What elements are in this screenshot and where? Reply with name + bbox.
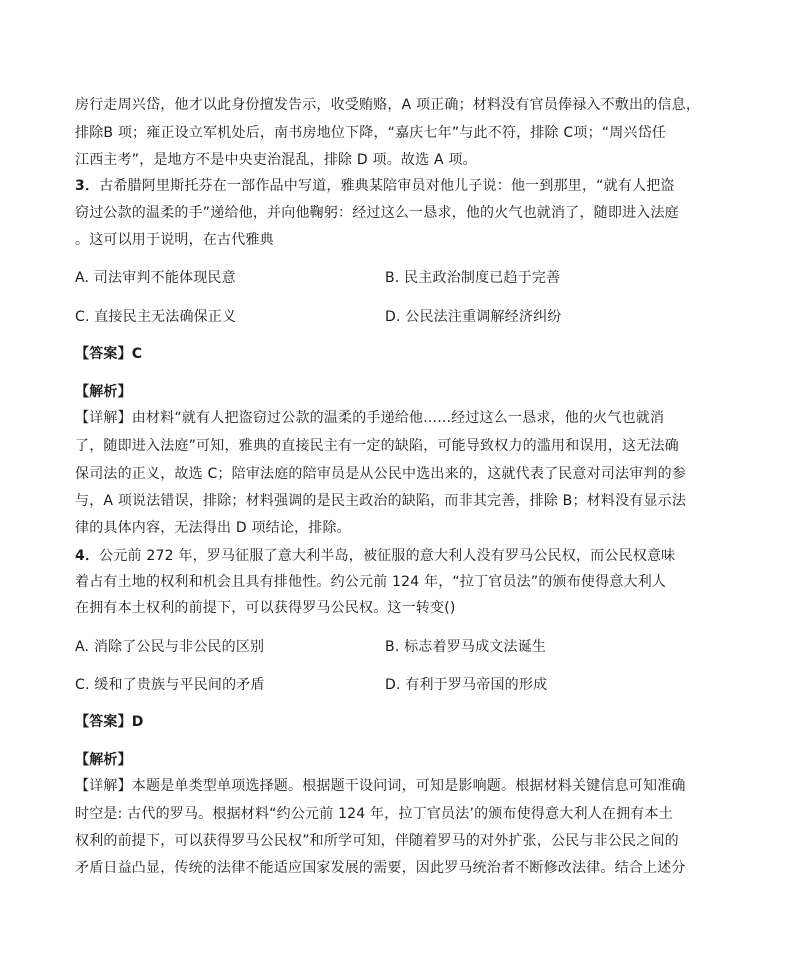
detail-line: 矛盾日益凸显，传统的法律不能适应国家发展的需要，因此罗马统治者不断修改法律。结合上述分 (75, 860, 686, 876)
question-4-stem-line: 着占有土地的权利和机会且具有排他性。约公元前 124 年，“拉丁官员法”的颁布使得意大利人 (75, 574, 667, 590)
option-a: A. 消除了公民与非公民的区别 (75, 639, 265, 655)
analysis-label: 【解析】 (75, 384, 132, 400)
detail-line: 【详解】本题是单类型单项选择题。根据题干设问词，可知是影响题。根据材料关键信息可知准确 (75, 778, 686, 794)
option-d: D. 有利于罗马帝国的形成 (385, 677, 548, 693)
option-b: B. 标志着罗马成文法诞生 (385, 639, 547, 655)
answer-label: 【答案】C (75, 346, 143, 362)
answer-label: 【答案】D (75, 714, 144, 730)
question-3-stem-line: 。这可以用于说明，在古代雅典 (75, 232, 274, 248)
question-number: 3． (75, 178, 100, 194)
stem-text: 古希腊阿里斯托芬在一部作品中写道，雅典某陪审员对他儿子说：他一到那里，“就有人把盗 (99, 178, 675, 194)
detail-line: 律的具体内容，无法得出 D 项结论，排除。 (75, 520, 351, 536)
question-4-stem-line (75, 547, 675, 565)
detail-line: 了，随即进入法庭”可知，雅典的直接民主有一定的缺陷，可能导致权力的滥用和误用，这无法确 (75, 438, 679, 454)
option-c: C. 直接民主无法确保正义 (75, 309, 237, 325)
option-b: B. 民主政治制度已趋于完善 (385, 270, 561, 286)
question-3-stem-line (75, 177, 675, 195)
question-number: 4． (75, 548, 100, 564)
question-3-stem-line: 窃过公款的温柔的手”递给他，并向他鞠躬：经过这么一恳求，他的火气也就消了，随即进入法庭 (75, 205, 679, 221)
question-4-stem-line: 在拥有本土权利的前提下，可以获得罗马公民权。这一转变() (75, 600, 456, 616)
detail-line: 与，A 项说法错误，排除；材料强调的是民主政治的缺陷，而非其完善，排除 B；材料没有显示法 (75, 493, 687, 509)
stem-text: 公元前 272 年，罗马征服了意大利半岛，被征服的意大利人没有罗马公民权，而公民权意味 (99, 548, 676, 564)
option-c: C. 缓和了贵族与平民间的矛盾 (75, 677, 265, 693)
detail-line: 保司法的正义，故选 C；陪审法庭的陪审员是从公民中选出来的，这就代表了民意对司法审判的参 (75, 466, 687, 482)
detail-line: 【详解】由材料“就有人把盗窃过公款的温柔的手递给他......经过这么一恳求，他的火气也就消 (75, 410, 665, 426)
detail-line: 权利的前提下，可以获得罗马公民权”和所学可知，伴随着罗马的对外扩张，公民与非公民之间的 (75, 833, 679, 849)
option-d: D. 公民法注重调解经济纠纷 (385, 309, 562, 325)
detail-line: 时空是: 古代的罗马。根据材料“约公元前 124 年，拉丁官员法’的颁布使得意大利人在拥有本土 (75, 806, 673, 822)
analysis-label: 【解析】 (75, 752, 132, 768)
option-a: A. 司法审判不能体现民意 (75, 270, 236, 286)
carryover-line: 江西主考”，是地方不是中央吏治混乱，排除 D 项。故选 A 项。 (75, 152, 477, 168)
carryover-line: 排除B 项；雍正设立军机处后，南书房地位下降，“嘉庆七年”与此不符，排除 C项；“周兴岱任 (75, 125, 667, 141)
carryover-line: 房行走周兴岱，他才以此身份擅发告示，收受贿赂，A 项正确；材料没有官员俸禄入不敷出的信息， (75, 97, 701, 113)
